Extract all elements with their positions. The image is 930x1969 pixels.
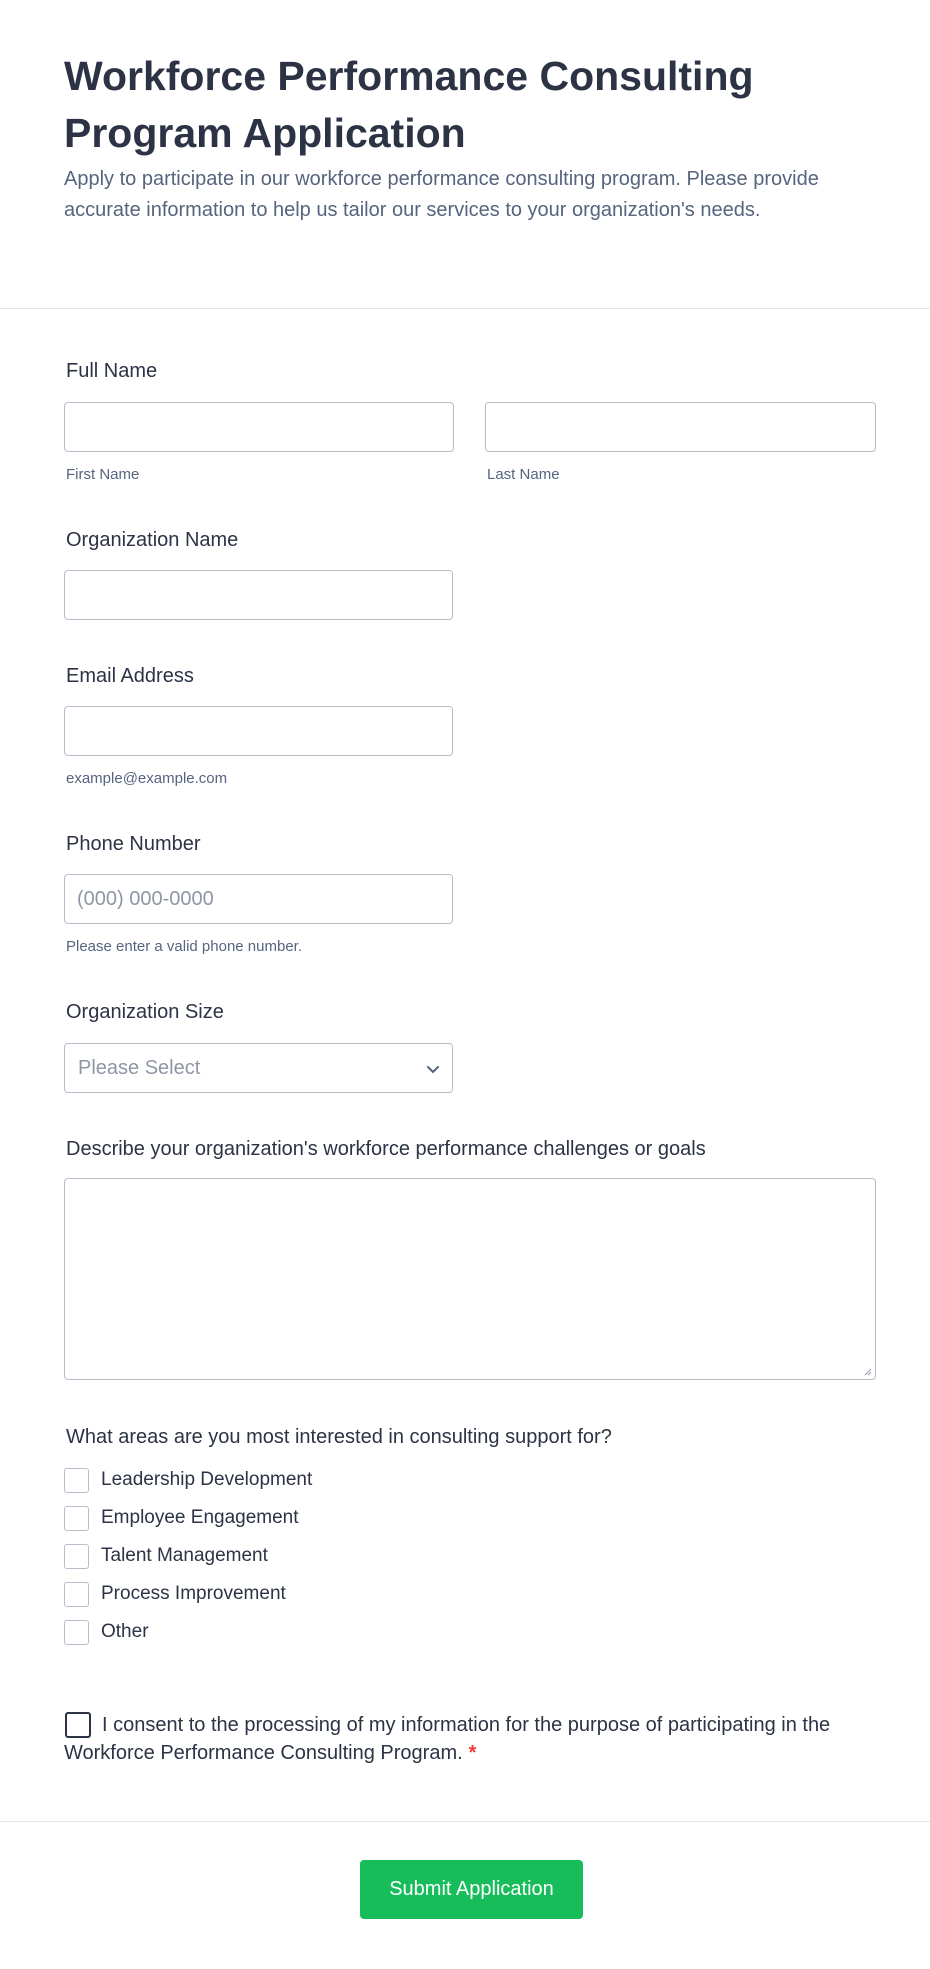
last-name-sublabel: Last Name — [487, 466, 560, 483]
phone-input[interactable] — [64, 874, 453, 924]
form-header — [0, 0, 930, 309]
challenges-label: Describe your organization's workforce performance challenges or goals — [66, 1138, 706, 1160]
consent-label: I consent to the processing of my information for the purpose of participating in the Workforce Performance Consulting Program. — [64, 1714, 831, 1764]
page-title: Workforce Performance Consulting Program Application — [64, 53, 754, 156]
organization-name-label: Organization Name — [66, 529, 239, 551]
submit-button[interactable]: Submit Application — [360, 1860, 583, 1919]
email-input[interactable] — [64, 706, 453, 756]
challenges-textarea[interactable] — [64, 1178, 876, 1380]
resize-grip-icon[interactable] — [862, 1366, 872, 1376]
email-label: Email Address — [66, 665, 194, 687]
checkbox[interactable] — [64, 1544, 89, 1569]
organization-name-input[interactable] — [64, 570, 453, 620]
checkbox[interactable] — [64, 1468, 89, 1493]
consent-text — [64, 1711, 844, 1767]
interest-option-label: Leadership Development — [101, 1469, 313, 1490]
consent-checkbox[interactable] — [65, 1712, 91, 1738]
full-name-label: Full Name — [66, 360, 158, 382]
page-subtitle: Apply to participate in our workforce performance consulting program. Please provide accurate information to help us tailor our services to your organization's needs. — [64, 168, 819, 221]
checkbox[interactable] — [64, 1620, 89, 1645]
checkbox[interactable] — [64, 1506, 89, 1531]
organization-size-selected: Please Select — [78, 1057, 201, 1079]
checkbox[interactable] — [64, 1582, 89, 1607]
footer-divider — [0, 1821, 930, 1822]
interest-option-label: Talent Management — [101, 1545, 268, 1566]
first-name-input[interactable] — [64, 402, 454, 452]
interests-label: What areas are you most interested in consulting support for? — [66, 1426, 612, 1448]
interest-option-label: Process Improvement — [101, 1583, 286, 1604]
interest-option-label: Other — [101, 1621, 149, 1642]
email-sublabel: example@example.com — [66, 770, 228, 787]
phone-label: Phone Number — [66, 833, 201, 855]
phone-sublabel: Please enter a valid phone number. — [66, 938, 302, 955]
required-asterisk: * — [468, 1742, 477, 1764]
chevron-down-icon — [424, 1060, 442, 1078]
first-name-sublabel: First Name — [66, 466, 140, 483]
organization-size-select[interactable] — [64, 1043, 453, 1093]
interest-option-label: Employee Engagement — [101, 1507, 299, 1528]
last-name-input[interactable] — [485, 402, 876, 452]
organization-size-label: Organization Size — [66, 1001, 224, 1023]
